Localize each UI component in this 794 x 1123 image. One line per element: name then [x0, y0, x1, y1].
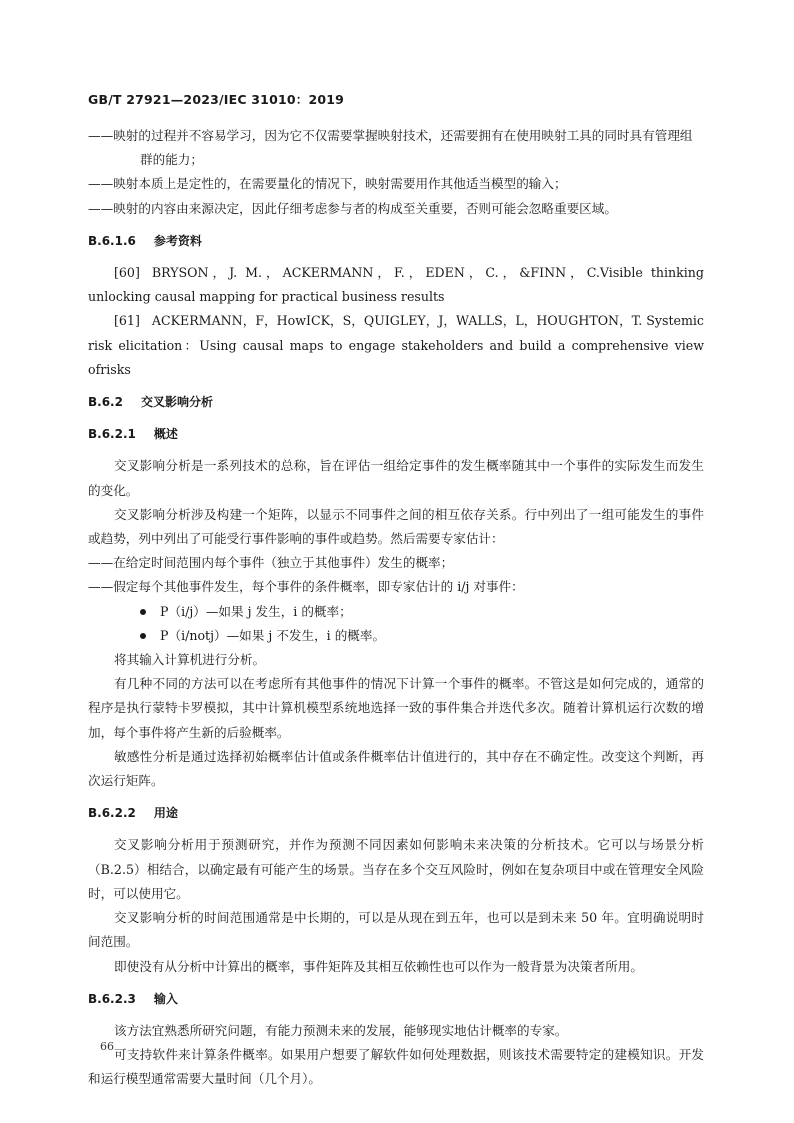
section-title: 概述 [153, 427, 178, 442]
section-title: 输入 [153, 991, 178, 1006]
dash-item: ——映射本质上是定性的，在需要量化的情况下，映射需要用作其他适当模型的输入； [88, 176, 567, 192]
bullet-dot-icon [140, 609, 146, 615]
section-title: 用途 [153, 806, 178, 821]
reference-item [88, 309, 704, 382]
paragraph: 该方法宜熟悉所研究问题，有能力预测未来的发展，能够现实地估计概率的专家。 [114, 1022, 568, 1038]
section-number: B.6.2 [88, 395, 123, 410]
section-title: 交叉影响分析 [140, 395, 213, 410]
section-number: B.6.2.2 [88, 806, 136, 821]
bullet-item [88, 600, 704, 624]
section-number: B.6.2.3 [88, 991, 136, 1006]
paragraph: 有几种不同的方法可以在考虑所有其他事件的情况下计算一个事件的概率。不管这是如何完成的，通常的程序是执行蒙特卡罗模拟，其中计算机模型系统地选择一致的事件集合并迭代多次。随着计算机运行次数的增加，每个事件将产生新的后验概率。 [88, 676, 704, 740]
page-number: 66 [100, 1040, 114, 1053]
paragraph: 交叉影响分析是一系列技术的总称，旨在评估一组给定事件的发生概率随其中一个事件的实际发生而发生的变化。 [88, 458, 704, 498]
paragraph: 交叉影响分析的时间范围通常是中长期的，可以是从现在到五年，也可以是到未来 50 年。宜明确说明时间范围。 [88, 910, 704, 950]
section-heading-b616 [88, 229, 704, 253]
bullet-text: P（i/notj）—如果 j 不发生，i 的概率。 [160, 627, 386, 643]
bullet-item [88, 624, 704, 648]
dash-item: ——映射的过程并不容易学习，因为它不仅需要掌握映射技术，还需要拥有在使用映射工具的同时具有管理组群的能力； [88, 128, 693, 168]
page-content [88, 124, 704, 1092]
section-number: B.6.1.6 [88, 233, 136, 248]
reference-tag: [61] [114, 313, 140, 329]
reference-text: ACKERMANN，F，HowICK，S，QUIGLEY，J，WALLS，L，HOUGHTON，T. Systemic risk elicitation：Using causal maps to engage stakeholders and build a comprehensive view ofrisks [88, 313, 704, 377]
dash-item: ——映射的内容由来源决定，因此仔细考虑参与者的构成至关重要，否则可能会忽略重要区域。 [88, 200, 617, 216]
paragraph: 将其输入计算机进行分析。 [114, 652, 266, 668]
section-heading-b622 [88, 801, 704, 825]
reference-tag: [60] [114, 265, 140, 281]
dash-item: ——在给定时间范围内每个事件（独立于其他事件）发生的概率； [88, 555, 454, 571]
paragraph: 交叉影响分析涉及构建一个矩阵，以显示不同事件之间的相互依存关系。行中列出了一组可能发生的事件或趋势，列中列出了可能受行事件影响的事件或趋势。然后需要专家估计： [88, 506, 704, 547]
bullet-text: P（i/j）—如果 j 发生，i 的概率； [160, 603, 352, 619]
reference-text: BRYSON，J. M.，ACKERMANN，F.，EDEN，C.，&FINN，C.Visible thinking unlocking causal mapping for practical business results [88, 265, 704, 305]
paragraph: 可支持软件来计算条件概率。如果用户想要了解软件如何处理数据，则该技术需要特定的建模知识。开发和运行模型通常需要大量时间（几个月）。 [88, 1047, 704, 1087]
bullet-dot-icon [140, 633, 146, 639]
section-heading-b623 [88, 987, 704, 1011]
standard-header: GB/T 27921—2023/IEC 31010：2019 [88, 92, 345, 107]
paragraph: 敏感性分析是通过选择初始概率估计值或条件概率估计值进行的，其中存在不确定性。改变这个判断，再次运行矩阵。 [88, 748, 704, 789]
section-title: 参考资料 [153, 233, 202, 248]
dash-item: ——假定每个其他事件发生，每个事件的条件概率，即专家估计的 i/j 对事件： [88, 579, 524, 595]
paragraph: 即使没有从分析中计算出的概率，事件矩阵及其相互依赖性也可以作为一般背景为决策者所用。 [114, 958, 643, 974]
section-heading-b621 [88, 422, 704, 446]
paragraph: 交叉影响分析用于预测研究，并作为预测不同因素如何影响未来决策的分析技术。它可以与场景分析（B.2.5）相结合，以确定最有可能产生的场景。当存在多个交互风险时，例如在复杂项目中或在管理安全风险时，可以使用它。 [88, 837, 704, 901]
section-number: B.6.2.1 [88, 427, 136, 442]
reference-item [88, 261, 704, 309]
section-heading-b62 [88, 390, 704, 414]
